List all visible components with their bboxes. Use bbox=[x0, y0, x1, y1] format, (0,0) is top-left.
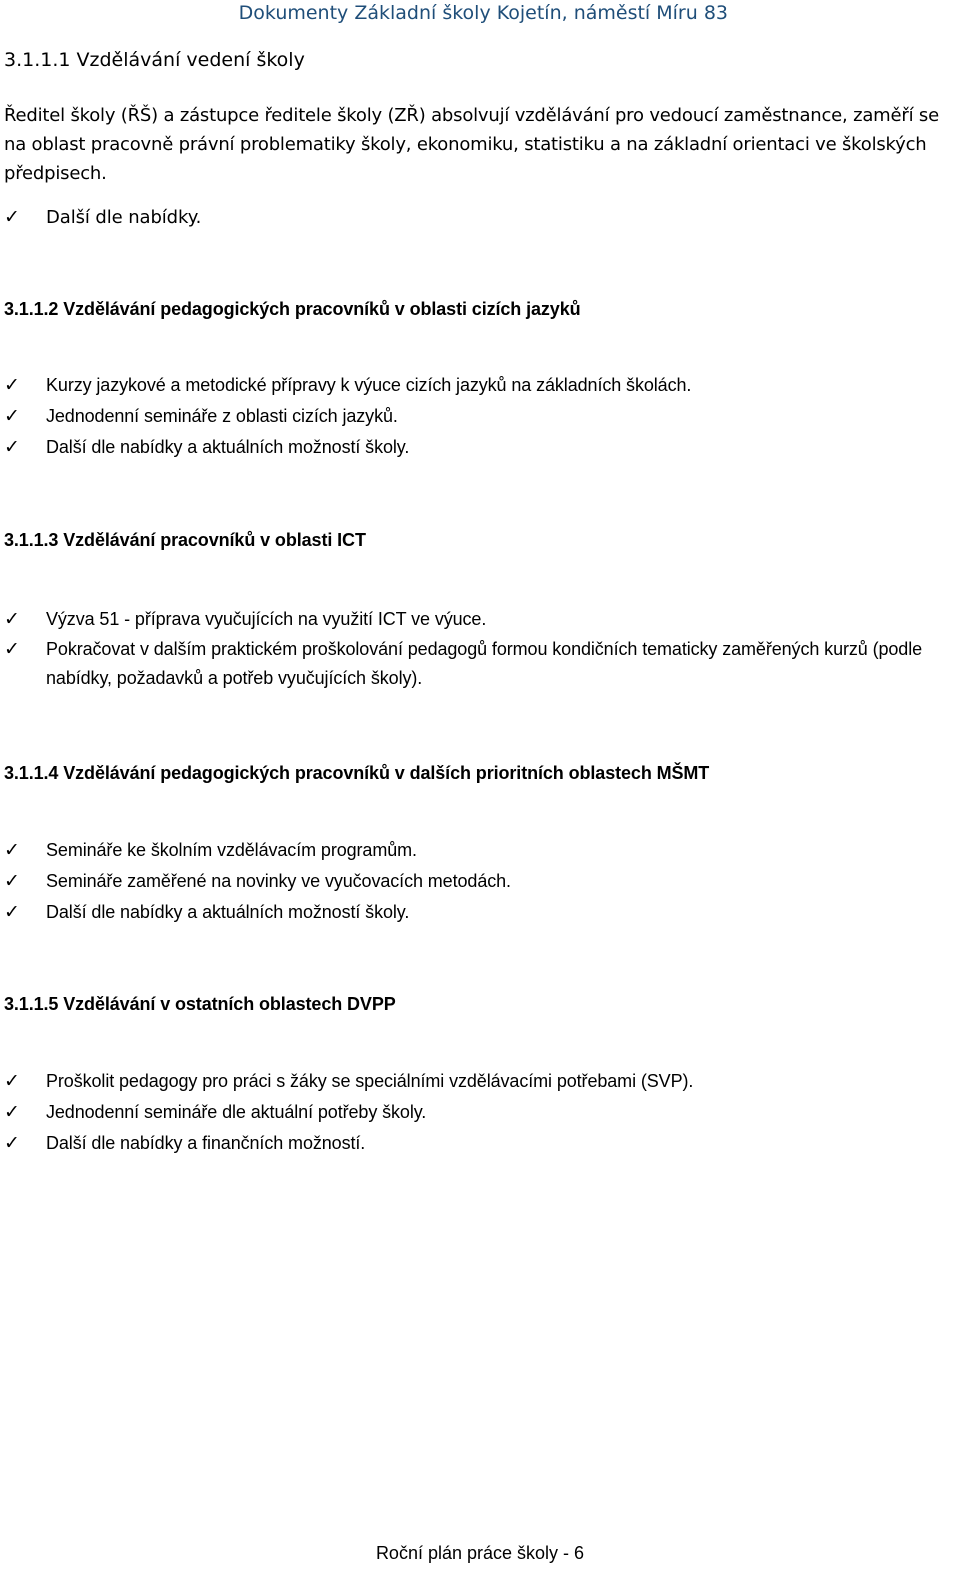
checkmark-icon: ✓ bbox=[4, 1070, 20, 1092]
list-item bbox=[4, 1128, 693, 1159]
checkmark-icon: ✓ bbox=[4, 638, 20, 660]
list-item bbox=[4, 1097, 693, 1128]
list-item-text: Další dle nabídky. bbox=[46, 207, 202, 228]
checkmark-icon: ✓ bbox=[4, 870, 20, 892]
list-item-text: Semináře ke školním vzdělávacím programům. bbox=[46, 840, 417, 860]
list-item bbox=[4, 1066, 693, 1097]
list-item-text: Další dle nabídky a finančních možností. bbox=[46, 1133, 366, 1153]
list-item-text: Proškolit pedagogy pro práci s žáky se speciálními vzdělávacími potřebami (SVP). bbox=[46, 1071, 694, 1091]
checkmark-icon: ✓ bbox=[4, 608, 20, 630]
list-item bbox=[4, 866, 511, 897]
list-item bbox=[4, 635, 954, 693]
checkmark-icon: ✓ bbox=[4, 901, 20, 923]
checkmark-icon: ✓ bbox=[4, 1132, 20, 1154]
checklist-section-1 bbox=[4, 202, 201, 233]
checkmark-icon: ✓ bbox=[4, 206, 20, 228]
checkmark-icon: ✓ bbox=[4, 374, 20, 396]
list-item bbox=[4, 835, 511, 866]
list-item-text: Pokračovat v dalším praktickém proškolování pedagogů formou kondičních tematicky zaměřených kurzů (podle nabídky, požadavků a potřeb vyučujících školy). bbox=[46, 639, 923, 688]
list-item bbox=[4, 432, 691, 463]
checklist-section-2 bbox=[4, 370, 691, 463]
list-item-text: Další dle nabídky a aktuálních možností školy. bbox=[46, 437, 410, 457]
list-item bbox=[4, 897, 511, 928]
page-footer: Roční plán práce školy - 6 bbox=[375, 1543, 585, 1563]
list-item-text: Jednodenní semináře z oblasti cizích jazyků. bbox=[46, 406, 398, 426]
section-heading-3-1-1-3: 3.1.1.3 Vzdělávání pracovníků v oblasti ICT bbox=[4, 530, 366, 550]
checkmark-icon: ✓ bbox=[4, 839, 20, 861]
list-item-text: Semináře zaměřené na novinky ve vyučovacích metodách. bbox=[46, 871, 511, 891]
section-heading-3-1-1-2: 3.1.1.2 Vzdělávání pedagogických pracovníků v oblasti cizích jazyků bbox=[4, 299, 581, 319]
list-item bbox=[4, 401, 691, 432]
section-heading-3-1-1-5: 3.1.1.5 Vzdělávání v ostatních oblastech DVPP bbox=[4, 994, 396, 1014]
section-heading-3-1-1-1: 3.1.1.1 Vzdělávání vedení školy bbox=[4, 49, 305, 71]
list-item-text: Další dle nabídky a aktuálních možností školy. bbox=[46, 902, 410, 922]
checklist-section-5 bbox=[4, 1066, 693, 1159]
section-paragraph: Ředitel školy (ŘŠ) a zástupce ředitele školy (ZŘ) absolvují vzdělávání pro vedoucí zaměstnance, zaměří se na oblast pracovně právní problematiky školy, ekonomiku, statistiku a na základní orientaci ve školských předpisech. bbox=[4, 105, 939, 184]
list-item bbox=[4, 202, 201, 233]
list-item-text: Výzva 51 - příprava vyučujících na využití ICT ve výuce. bbox=[46, 609, 487, 629]
list-item bbox=[4, 604, 954, 635]
document-header: Dokumenty Základní školy Kojetín, náměstí Míru 83 bbox=[238, 2, 728, 24]
checkmark-icon: ✓ bbox=[4, 1101, 20, 1123]
checkmark-icon: ✓ bbox=[4, 405, 20, 427]
list-item-text: Kurzy jazykové a metodické přípravy k výuce cizích jazyků na základních školách. bbox=[46, 375, 692, 395]
checklist-section-3 bbox=[4, 604, 954, 693]
checkmark-icon: ✓ bbox=[4, 436, 20, 458]
section-heading-3-1-1-4: 3.1.1.4 Vzdělávání pedagogických pracovníků v dalších prioritních oblastech MŠMT bbox=[4, 763, 710, 783]
list-item bbox=[4, 370, 691, 401]
list-item-text: Jednodenní semináře dle aktuální potřeby školy. bbox=[46, 1102, 427, 1122]
checklist-section-4 bbox=[4, 835, 511, 928]
